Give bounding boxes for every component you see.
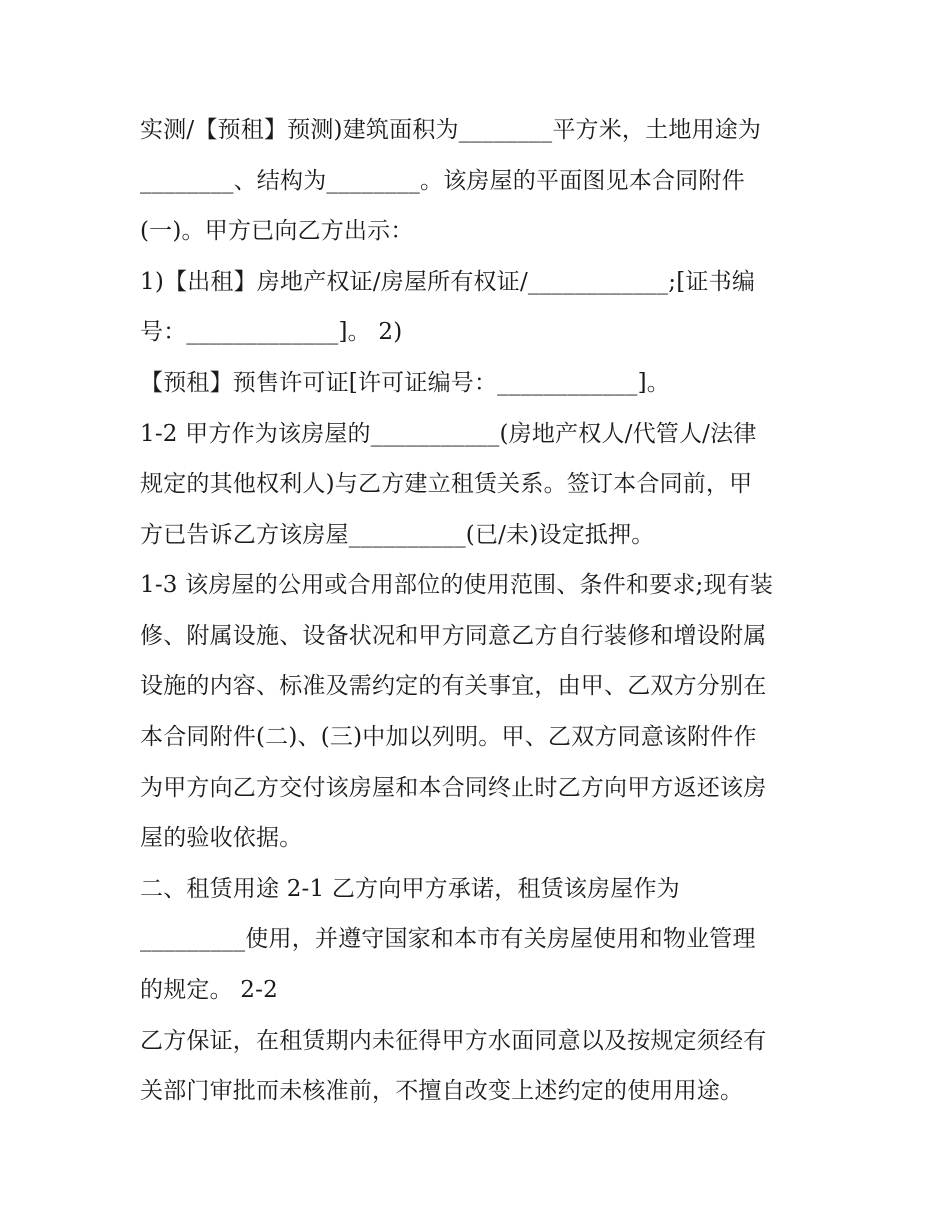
text-line: 1)【出租】房地产权证/房屋所有权证/____________;[证书编 [140,269,756,295]
text-line: 1-3 该房屋的公用或合用部位的使用范围、条件和要求;现有装 [140,572,774,598]
text-line: 【预租】预售许可证[许可证编号：____________]。 [140,370,670,396]
text-line: 乙方保证，在租赁期内未征得甲方水面同意以及按规定须经有 [140,1028,767,1054]
text-line: 的规定。 2-2 [140,977,278,1003]
text-line: 二、租赁用途 2-1 乙方向甲方承诺，租赁该房屋作为 [140,876,680,902]
text-line: 本合同附件(二)、(三)中加以列明。甲、乙双方同意该附件作 [140,724,757,750]
text-line: 规定的其他权利人)与乙方建立租赁关系。签订本合同前，甲 [140,471,753,497]
text-line: 关部门审批而未核准前，不擅自改变上述约定的使用用途。 [140,1078,744,1104]
text-line: _________使用，并遵守国家和本市有关房屋使用和物业管理 [140,926,756,952]
text-line: 设施的内容、标准及需约定的有关事宜，由甲、乙双方分别在 [140,673,767,699]
text-line: 为甲方向乙方交付该房屋和本合同终止时乙方向甲方返还该房 [140,775,767,801]
text-line: 实测/【预租】预测)建筑面积为________平方米，土地用途为 [140,117,762,143]
text-line: 号：_____________]。 2) [140,319,403,345]
text-line: 方已告诉乙方该房屋__________(已/未)设定抵押。 [140,522,655,548]
text-line: 1-2 甲方作为该房屋的___________(房地产权人/代管人/法律 [140,421,757,447]
text-line: 屋的验收依据。 [140,825,303,851]
text-line: (一)。甲方已向乙方出示： [140,218,414,244]
text-line: ________、结构为________。该房屋的平面图见本合同附件 [140,168,745,194]
text-line: 修、附属设施、设备状况和甲方同意乙方自行装修和增设附属 [140,623,767,649]
